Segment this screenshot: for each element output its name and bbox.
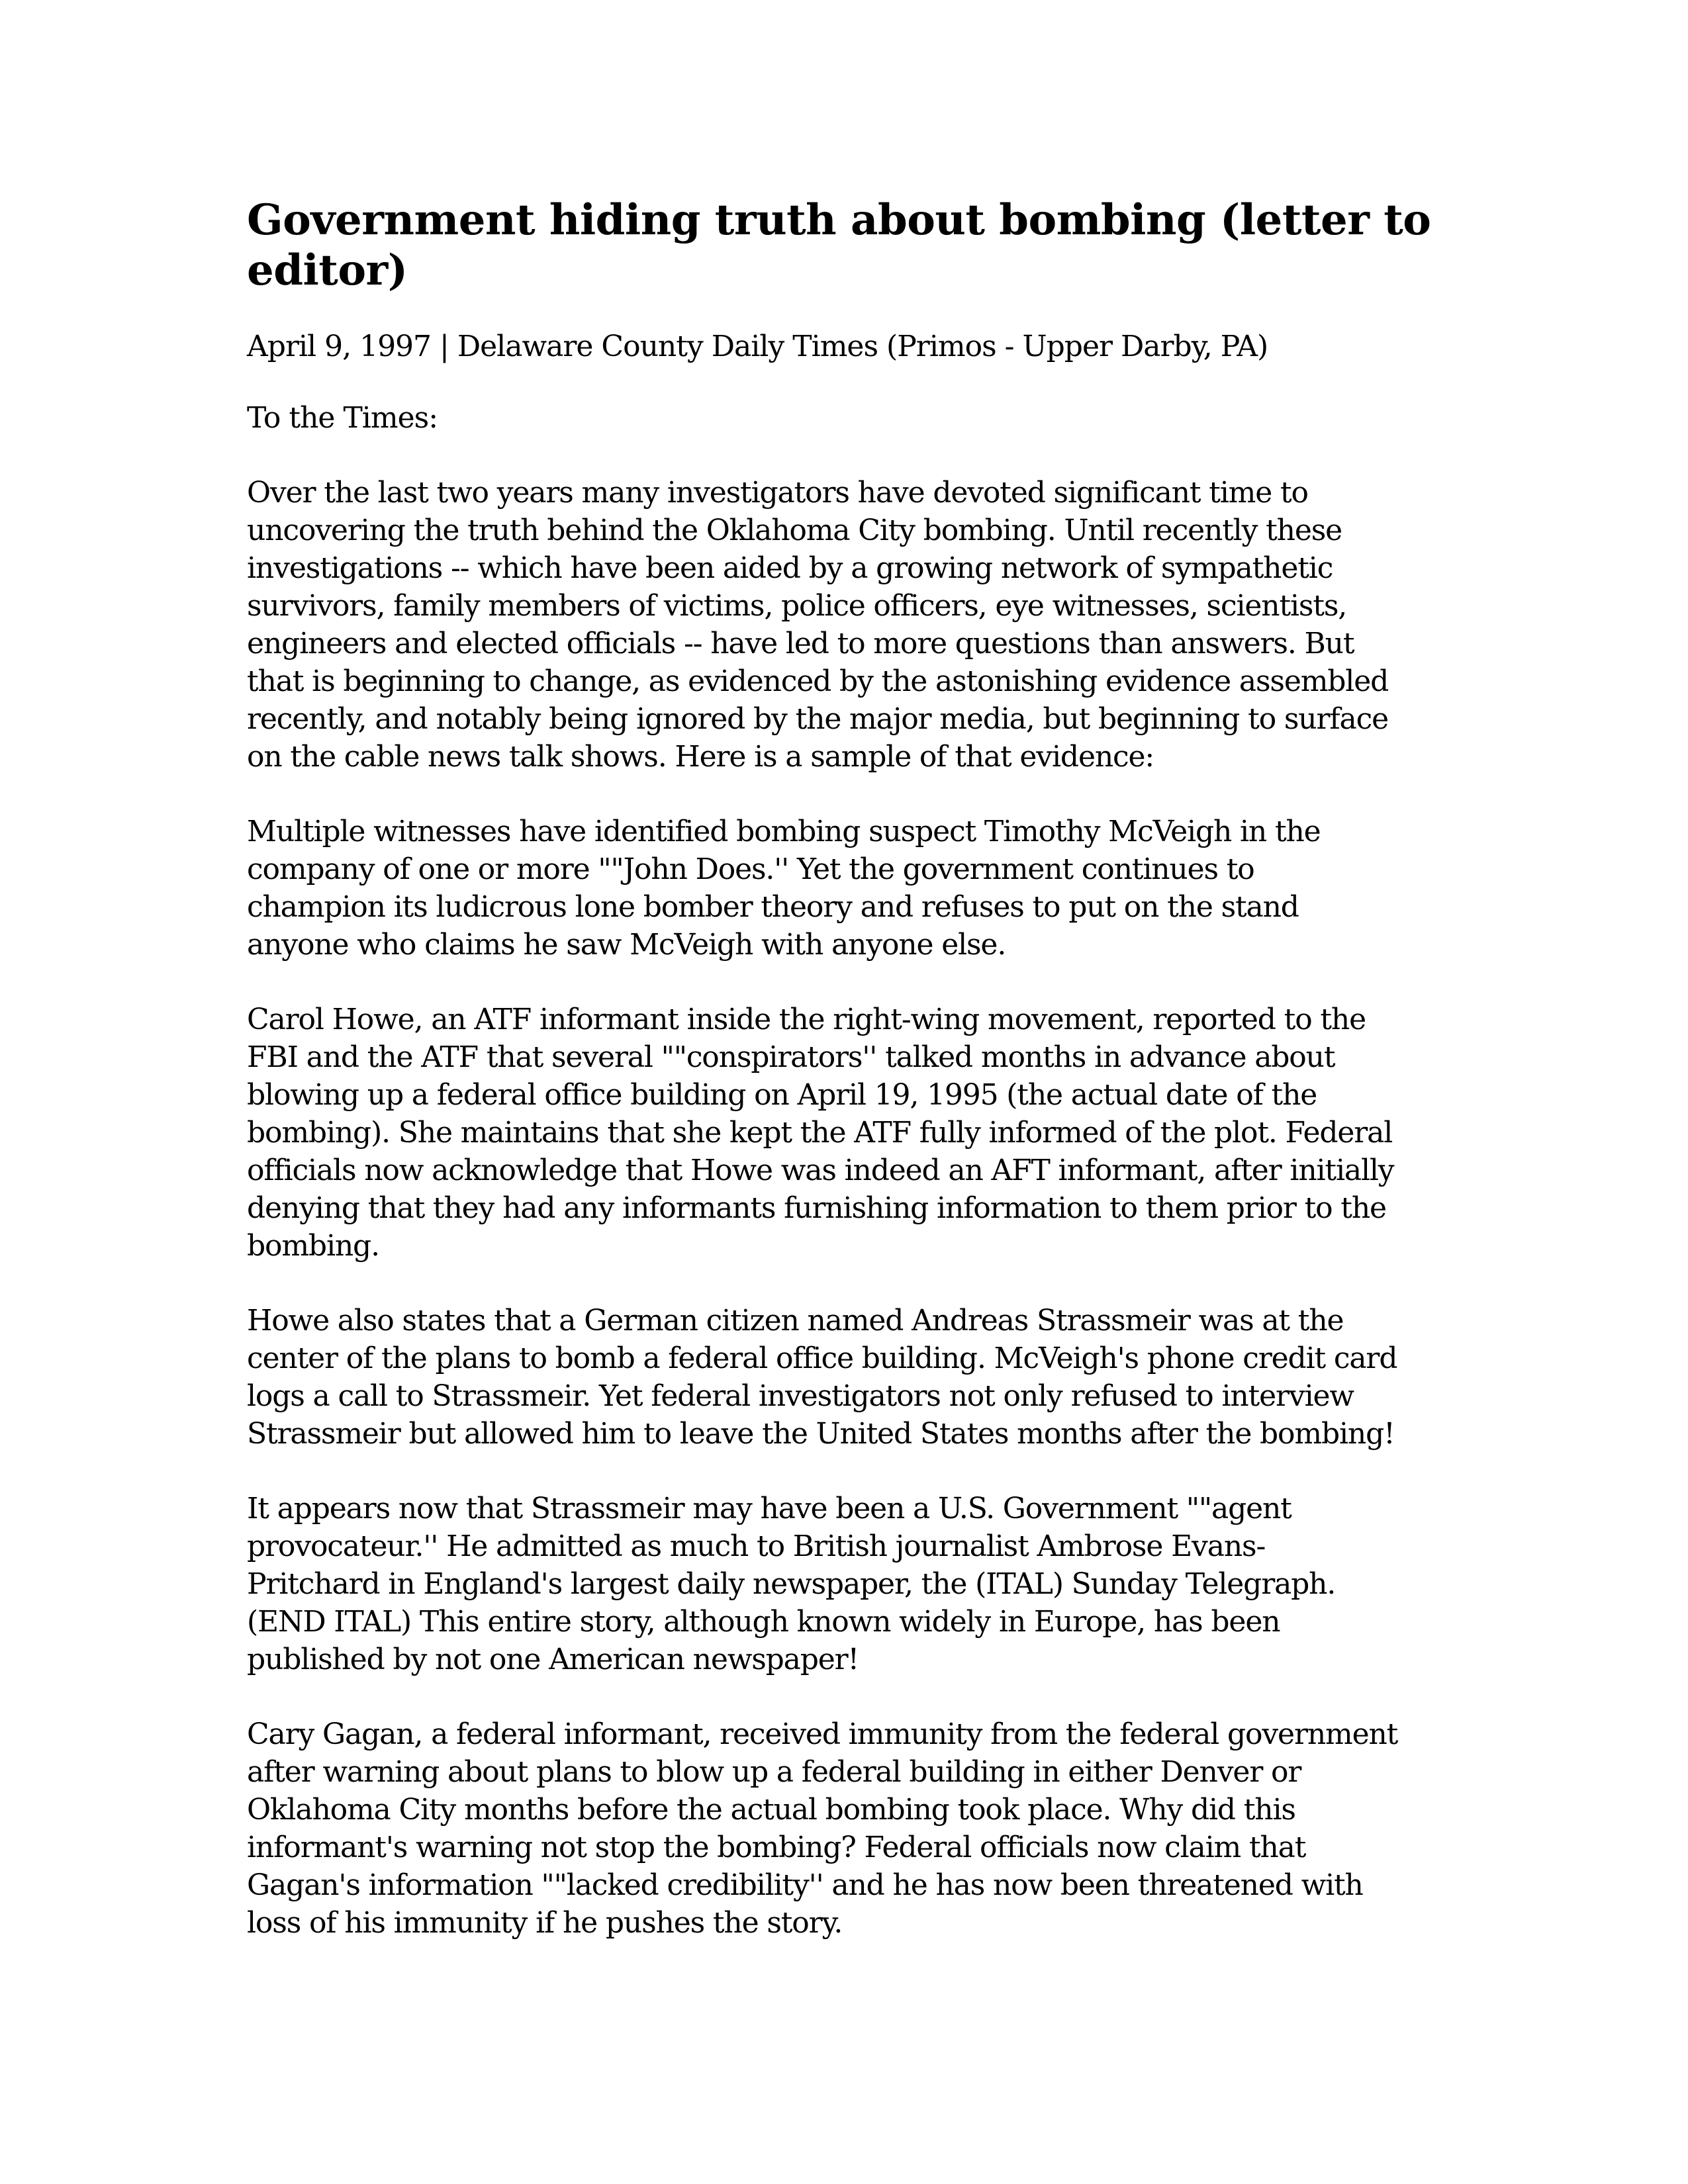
paragraph-line: provocateur.'' He admitted as much to British journalist Ambrose Evans- (247, 1529, 1266, 1563)
paragraph-line: uncovering the truth behind the Oklahoma City bombing. Until recently these (247, 514, 1342, 547)
article-byline: April 9, 1997 | Delaware County Daily Times (Primos - Upper Darby, PA) (247, 330, 1268, 363)
paragraph-line: Over the last two years many investigators have devoted significant time to (247, 476, 1308, 510)
paragraph-line: anyone who claims he saw McVeigh with anyone else. (247, 928, 1006, 962)
paragraph-line: Oklahoma City months before the actual bombing took place. Why did this (247, 1793, 1295, 1827)
paragraph-line: champion its ludicrous lone bomber theory and refuses to put on the stand (247, 890, 1299, 924)
body-paragraph (247, 1490, 1438, 1678)
letter-salutation: To the Times: (247, 401, 438, 435)
paragraph-line: bombing. (247, 1229, 379, 1263)
paragraph-line: on the cable news talk shows. Here is a sample of that evidence: (247, 740, 1154, 774)
paragraph-line: Carol Howe, an ATF informant inside the right-wing movement, reported to the (247, 1003, 1366, 1036)
article-body (247, 474, 1438, 1942)
paragraph-line: Pritchard in England's largest daily newspaper, the (ITAL) Sunday Telegraph. (247, 1567, 1336, 1601)
letter-article (247, 195, 1438, 1942)
paragraph-line: (END ITAL) This entire story, although known widely in Europe, has been (247, 1605, 1280, 1639)
title-line: editor) (247, 246, 408, 295)
paragraph-line: published by not one American newspaper! (247, 1643, 859, 1676)
paragraph-line: engineers and elected officials -- have led to more questions than answers. But (247, 627, 1354, 660)
body-paragraph (247, 1715, 1438, 1942)
paragraph-line: Multiple witnesses have identified bombing suspect Timothy McVeigh in the (247, 815, 1321, 848)
paragraph-line: survivors, family members of victims, police officers, eye witnesses, scientists, (247, 589, 1347, 623)
paragraph-line: denying that they had any informants furnishing information to them prior to the (247, 1191, 1386, 1225)
article-title (247, 195, 1438, 296)
paragraph-line: FBI and the ATF that several ""conspirators'' talked months in advance about (247, 1040, 1335, 1074)
paragraph-line: bombing). She maintains that she kept the ATF fully informed of the plot. Federal (247, 1116, 1393, 1150)
paragraph-line: after warning about plans to blow up a federal building in either Denver or (247, 1755, 1301, 1789)
title-line: Government hiding truth about bombing (letter to (247, 195, 1431, 245)
paragraph-line: that is beginning to change, as evidenced by the astonishing evidence assembled (247, 664, 1389, 698)
paragraph-line: Howe also states that a German citizen named Andreas Strassmeir was at the (247, 1304, 1344, 1338)
paragraph-line: Cary Gagan, a federal informant, received immunity from the federal government (247, 1717, 1398, 1751)
paragraph-line: company of one or more ""John Does.'' Yet the government continues to (247, 852, 1254, 886)
paragraph-line: Strassmeir but allowed him to leave the United States months after the bombing! (247, 1417, 1395, 1451)
paragraph-line: Gagan's information ""lacked credibility'' and he has now been threatened with (247, 1868, 1363, 1902)
paragraph-line: officials now acknowledge that Howe was indeed an AFT informant, after initially (247, 1154, 1394, 1187)
body-paragraph (247, 1302, 1438, 1453)
paragraph-line: investigations -- which have been aided by a growing network of sympathetic (247, 551, 1333, 585)
paragraph-line: loss of his immunity if he pushes the story. (247, 1906, 843, 1940)
body-paragraph (247, 474, 1438, 776)
paragraph-line: logs a call to Strassmeir. Yet federal investigators not only refused to interview (247, 1379, 1354, 1413)
body-paragraph (247, 813, 1438, 964)
paragraph-line: It appears now that Strassmeir may have been a U.S. Government ""agent (247, 1492, 1291, 1525)
paragraph-line: informant's warning not stop the bombing? Federal officials now claim that (247, 1831, 1306, 1864)
paragraph-line: recently, and notably being ignored by the major media, but beginning to surface (247, 702, 1388, 736)
paragraph-line: blowing up a federal office building on April 19, 1995 (the actual date of the (247, 1078, 1317, 1112)
paragraph-line: center of the plans to bomb a federal office building. McVeigh's phone credit card (247, 1342, 1397, 1375)
body-paragraph (247, 1001, 1438, 1265)
